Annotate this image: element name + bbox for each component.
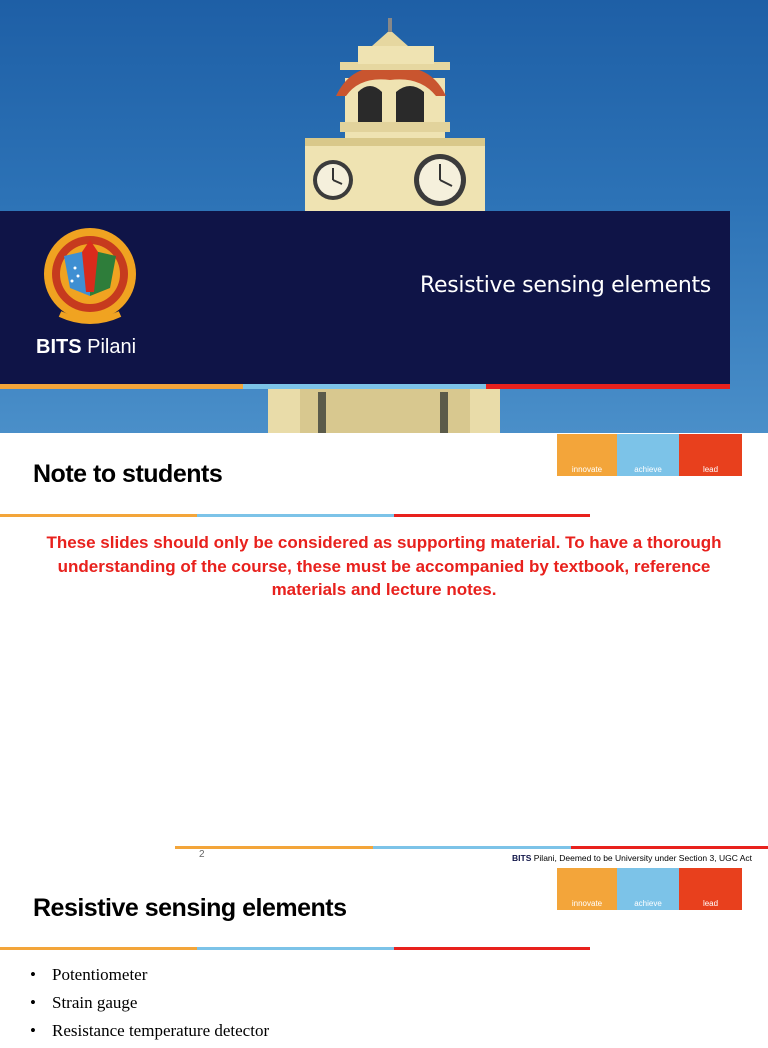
- footer-rule: [175, 846, 768, 849]
- list-item: • Strain gauge: [30, 993, 138, 1012]
- title-slide: [0, 0, 768, 433]
- list-item: • Potentiometer: [30, 965, 148, 984]
- heading-rule: [0, 514, 590, 517]
- heading-rule: [0, 947, 590, 950]
- note-heading: Note to students: [33, 460, 223, 488]
- slide-title: Resistive sensing elements: [420, 273, 711, 298]
- bits-logo: [20, 226, 160, 332]
- page-number: 2: [199, 849, 205, 860]
- bits-pilani-wordmark: BITS Pilani: [36, 336, 137, 358]
- banner-stripes: [0, 384, 730, 389]
- footer-text: BITS Pilani, Deemed to be University under Section 3, UGC Act: [512, 853, 753, 863]
- slide3-heading: Resistive sensing elements: [33, 894, 347, 922]
- bullet-list: [30, 964, 269, 1048]
- innovate-achieve-lead-bar: innovate achieve lead: [557, 868, 742, 910]
- note-text: These slides should only be considered as supporting material. To have a thorough understanding of the course, these must be accompanied by textbook, reference materials and lecture notes.: [46, 533, 722, 599]
- list-item: • Resistance temperature detector: [30, 1021, 270, 1040]
- innovate-achieve-lead-bar: innovate achieve lead: [557, 434, 742, 476]
